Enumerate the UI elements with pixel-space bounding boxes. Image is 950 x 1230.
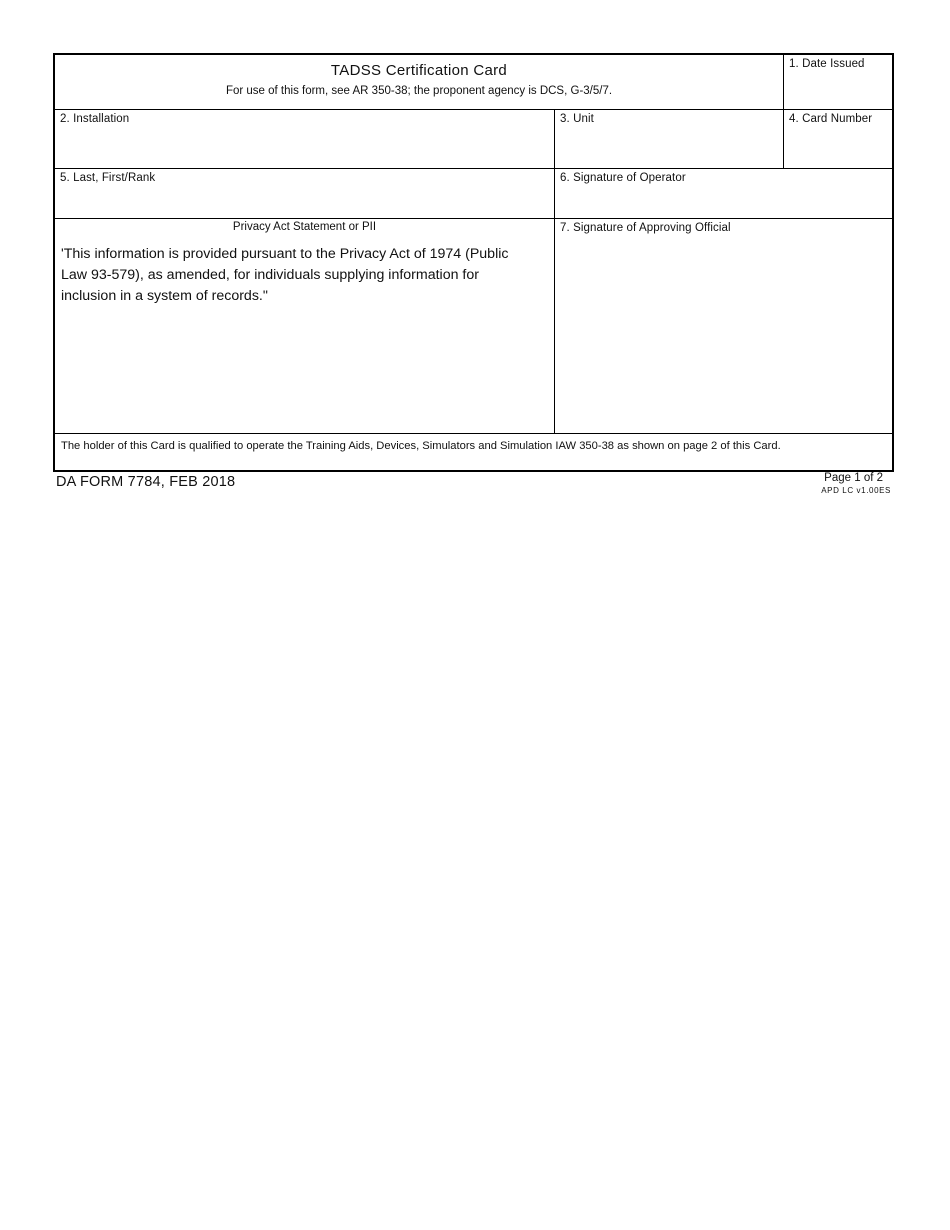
form-subtitle: For use of this form, see AR 350-38; the proponent agency is DCS, G-3/5/7.	[225, 85, 613, 97]
form-identifier: DA FORM 7784, FEB 2018	[56, 474, 236, 490]
date-issued-label: 1. Date Issued	[789, 58, 865, 70]
privacy-act-section	[55, 218, 554, 433]
privacy-act-heading: Privacy Act Statement or PII	[232, 221, 377, 233]
form-header	[55, 55, 783, 109]
holder-statement: The holder of this Card is qualified to operate the Training Aids, Devices, Simulators and Simulation IAW 350-38 as shown on page 2 of this Card.	[61, 440, 781, 452]
version-label: APD LC v1.00ES	[821, 486, 891, 495]
holder-statement-row	[55, 433, 892, 470]
privacy-act-statement: 'This information is provided pursuant to the Privacy Act of 1974 (Public Law 93-579), as amended, for individuals supplying information for inclusion in a system of records."	[61, 246, 509, 304]
last-first-rank-label: 5. Last, First/Rank	[60, 172, 156, 184]
last-first-rank-field[interactable]	[55, 168, 554, 218]
signature-operator-label: 6. Signature of Operator	[560, 172, 686, 184]
unit-field[interactable]	[554, 109, 783, 168]
card-number-label: 4. Card Number	[789, 113, 873, 125]
page-number: Page 1 of 2	[824, 472, 883, 484]
signature-approving-official-label: 7. Signature of Approving Official	[560, 222, 731, 234]
installation-label: 2. Installation	[60, 113, 130, 125]
form-title: TADSS Certification Card	[330, 62, 508, 79]
unit-label: 3. Unit	[560, 113, 594, 125]
date-issued-field[interactable]	[783, 55, 892, 109]
installation-field[interactable]	[55, 109, 554, 168]
card-number-field[interactable]	[783, 109, 892, 168]
signature-operator-field[interactable]	[554, 168, 892, 218]
signature-approving-official-field[interactable]	[554, 218, 892, 433]
tadss-certification-form	[53, 53, 894, 472]
